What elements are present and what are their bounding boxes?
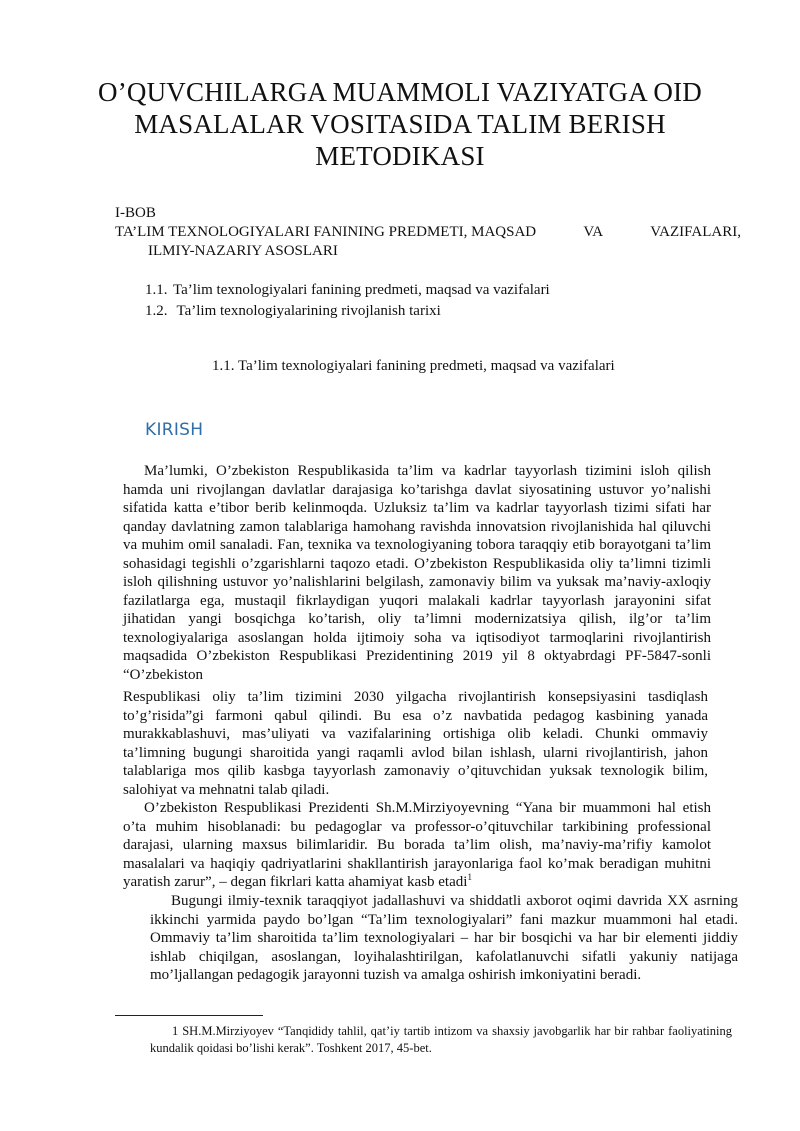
chapter-title-part-1: TA’LIM TEXNOLOGIYALARI FANINING PREDMETI, MAQSAD [115, 224, 537, 240]
toc-item-text: Ta’lim texnologiyalari fanining predmeti, maqsad va vazifalari [173, 282, 550, 298]
paragraph-2 [123, 688, 708, 799]
document-title: O’QUVCHILARGA MUAMMOLI VAZIYATGA OID MASALALAR VOSITASIDA TALIM BERISH METODIKASI [98, 77, 702, 171]
paragraph-3-text: O’zbekiston Respublikasi Prezidenti Sh.M.Mirziyoyevning “Yana bir muammoni hal etish o’ta muhim hisoblanadi: bu pedagoglar va professor-o’qituvchilar tarkibining professional darajasi, ularning maxsus bilimlaridir. Bu borada ta’lim olish, ma’naviy-ma’rifiy kamolot masalalari va haqiqiy qadriyatlarini shakllantirish jarayonlariga faol ko’mak beradigan muhitni yaratish zarur”, – degan fikrlari katta ahamiyat kasb etadi [123, 800, 711, 890]
section-heading: 1.1. Ta’lim texnologiyalari fanining predmeti, maqsad va vazifalari [212, 358, 615, 374]
toc-item-number: 1.1. [145, 282, 168, 298]
chapter-title [115, 223, 741, 261]
paragraph-1 [123, 462, 711, 684]
paragraph-4 [150, 892, 738, 985]
toc-item[interactable] [145, 301, 550, 322]
chapter-title-part-3: VAZIFALARI, [650, 224, 741, 240]
paragraph-3-body [123, 799, 711, 892]
footnote-divider [115, 1015, 263, 1016]
paragraph-3 [123, 799, 711, 892]
toc-item[interactable] [145, 280, 550, 301]
toc-item-number: 1.2. [145, 303, 168, 319]
intro-heading: KIRISH [145, 420, 204, 440]
paragraph-1-text: Ma’lumki, O’zbekiston Respublikasida ta’lim va kadrlar tayyorlash tizimini isloh qilish hamda uni rivojlangan davlatlar darajasiga ko’tarishga davlat siyosatining ustuvor yo’nalishi sifatida katta e’tibor berib kelinmoqda. Uzluksiz ta’lim va kadrlar tayyorlash tizimi sifati har qanday davlatning zamon talablariga hamohang ravishda innovatsion rivojlanishida hal qiluvchi va muhim omil sanaladi. Fan, texnika va texnologiyaning tobora taraqqiy etib borayotgani ta’lim sohasidagi tegishli o’zgarishlarni taqozo etadi. O’zbekiston Respublikasida oliy ta’limni tizimli isloh qilishning ustuvor yo’nalishlarini belgilash, zamonaviy bilim va yuksak ma’naviy-axloqiy fazilatlarga ega, mustaqil fikrlaydigan yuqori malakali kadrlar tayyorlash jarayonini sifat jihatidan yangi bosqichga ko’tarish, oliy ta’limni modernizatsiya qilish, ilg’or ta’lim texnologiyalariga asoslangan holda ijtimoiy soha va iqtisodiyot tarmoqlarini rivojlantirish maqsadida O’zbekiston Respublikasi Prezidentining 2019 yil 8 oktyabrdagi PF-5847-sonli “O’zbekiston [123, 463, 711, 683]
chapter-title-line-2: ILMIY-NAZARIY ASOSLARI [148, 243, 338, 259]
footnote-reference[interactable]: 1 [467, 872, 472, 882]
toc-item-text: Ta’lim texnologiyalarining rivojlanish tarixi [173, 303, 441, 319]
chapter-title-part-2: VA [583, 224, 604, 240]
table-of-contents [145, 280, 550, 322]
chapter-title-line-1 [115, 223, 741, 242]
chapter-label: I-BOB [115, 205, 156, 221]
paragraph-4-text: Bugungi ilmiy-texnik taraqqiyot jadallashuvi va shiddatli axborot oqimi davrida XX asrning ikkinchi yarmida paydo bo’lgan “Ta’lim texnologiyalari” fani mazkur muammoni hal etadi. Ommaviy ta’lim sharoitida ta’lim texnologiyalari – har bir bosqichi va har bir elementi jiddiy ishlab chiqilgan, asoslangan, loyihalashtirilgan, kafolatlanuvchi sifatli yakuniy natijaga mo’ljallangan pedagogik jarayonni tuzish va amalga oshirish imkoniyatini beradi. [150, 893, 738, 983]
paragraph-2-text: Respublikasi oliy ta’lim tizimini 2030 yilgacha rivojlantirish konsepsiyasini tasdiqlash to’g’risida”gi farmoni qabul qilindi. Bu esa o’z navbatida pedagog kasbining yanada murakkablashuvi, mas’uliyati va vazifalarining ortishiga olib keladi. Chunki ommaviy ta’limning bugungi sharoitida yangi raqamli avlod bilan ishlash, ularni rivojlantirish, jahon talablariga mos qilib kasbga tayyorlash zamonaviy o’qituvchidan yuksak texnologik bilim, salohiyat va mehnatni talab qiladi. [123, 689, 708, 798]
footnote: 1 SH.M.Mirziyoyev “Tanqididy tahlil, qat’iy tartib intizom va shaxsiy javobgarlik har bir rahbar faoliyatining kundalik qoidasi bo’lishi kerak”. Toshkent 2017, 45-bet. [150, 1024, 732, 1055]
